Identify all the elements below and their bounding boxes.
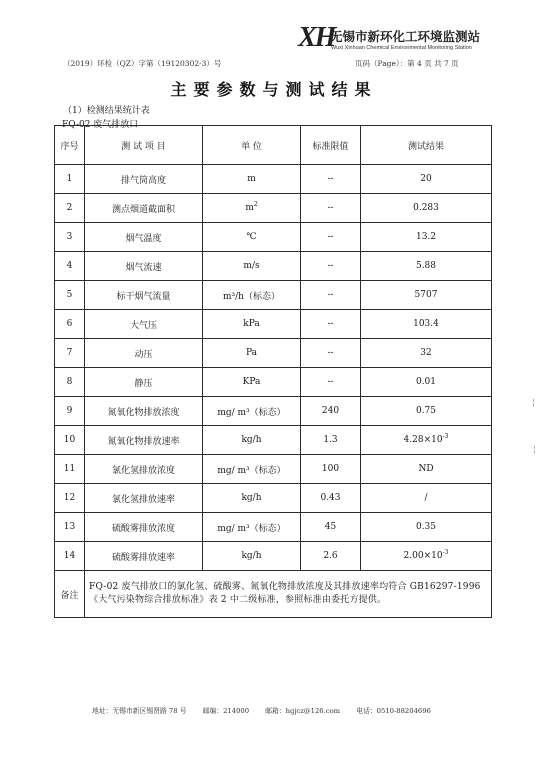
row-result	[361, 484, 492, 513]
page-indicator: 页码（Page）：第 4 页 共 7 页	[355, 59, 459, 68]
row-no-text: 5	[66, 290, 73, 300]
row-no	[55, 252, 85, 281]
row-no-text: 12	[63, 493, 76, 503]
row-result	[361, 368, 492, 397]
row-item-text: 烟气温度	[125, 233, 162, 244]
row-item	[85, 310, 203, 339]
row-unit	[203, 397, 301, 426]
row-unit-text: m/s	[243, 261, 260, 271]
row-unit-text: kPa	[243, 319, 260, 329]
org-name-cn: 无锡市新环化工环境监测站	[330, 29, 481, 44]
row-limit-text: --	[327, 261, 334, 271]
table-header-row	[55, 126, 492, 165]
table-row	[55, 165, 492, 194]
footer-email: 邮箱：hgjcz@126.com	[265, 707, 341, 715]
header-item: 测 试 项 目	[85, 126, 203, 165]
row-item-text: 氮氧化物排放速率	[107, 436, 180, 447]
row-unit-text: m³/h（标态）	[223, 291, 280, 302]
row-item	[85, 542, 203, 571]
row-limit	[301, 310, 361, 339]
row-no-text: 14	[63, 551, 76, 561]
header-unit: 单 位	[203, 126, 301, 165]
row-no	[55, 194, 85, 223]
table-row	[55, 455, 492, 484]
results-table	[54, 125, 492, 618]
row-result-superscript: -3	[442, 433, 449, 440]
row-result-text: 4.28×10	[403, 435, 443, 445]
row-unit-text: Pa	[245, 348, 258, 358]
row-item	[85, 513, 203, 542]
row-limit	[301, 513, 361, 542]
row-item	[85, 165, 203, 194]
row-unit-text: mg/ m³（标态）	[217, 407, 286, 418]
row-item	[85, 368, 203, 397]
row-no	[55, 484, 85, 513]
row-item-text: 大气压	[129, 320, 157, 331]
row-no-text: 2	[66, 203, 73, 213]
row-item	[85, 455, 203, 484]
row-limit-text: --	[327, 232, 334, 242]
row-item-text: 氮氧化物排放浓度	[107, 407, 180, 418]
row-item	[85, 252, 203, 281]
row-item-text: 静压	[134, 378, 153, 389]
row-item-text: 测点烟道截面积	[111, 204, 175, 215]
row-no-text: 8	[66, 377, 73, 387]
table-row	[55, 281, 492, 310]
row-unit-text: ℃	[246, 232, 257, 242]
footer-postcode: 邮编：214000	[202, 707, 250, 715]
row-limit	[301, 455, 361, 484]
table-row	[55, 397, 492, 426]
row-item-text: 硫酸雾排放速率	[111, 552, 175, 563]
row-limit	[301, 397, 361, 426]
row-no	[55, 426, 85, 455]
scan-edge-mark: ¦	[532, 398, 536, 408]
row-unit	[203, 426, 301, 455]
row-unit	[203, 281, 301, 310]
row-result	[361, 223, 492, 252]
row-unit	[203, 310, 301, 339]
row-no-text: 7	[66, 348, 73, 358]
row-result	[361, 252, 492, 281]
row-result	[361, 194, 492, 223]
row-no-text: 3	[66, 232, 73, 242]
row-item	[85, 397, 203, 426]
table-row	[55, 426, 492, 455]
row-unit-text: kg/h	[241, 551, 262, 561]
row-limit	[301, 165, 361, 194]
table-row	[55, 252, 492, 281]
row-result	[361, 281, 492, 310]
row-result-text: 0.01	[415, 377, 437, 387]
row-result-text: 20	[420, 174, 432, 184]
row-item-text: 氯化氢排放速率	[111, 494, 175, 505]
row-limit-text: 1.3	[323, 435, 338, 445]
remark-text: FQ-02 废气排放口的氯化氢、硫酸雾、氮氧化物排放浓度及其排放速率均符合 GB16297-1996《大气污染物综合排放标准》表 2 中二级标准，参照标准由委托方提供。	[85, 571, 492, 618]
row-item	[85, 339, 203, 368]
row-no	[55, 339, 85, 368]
row-no-text: 10	[63, 435, 76, 445]
table-row	[55, 223, 492, 252]
section-heading: （1）检测结果统计表	[63, 106, 150, 116]
row-result-superscript: -3	[442, 549, 449, 556]
row-unit	[203, 339, 301, 368]
row-no	[55, 223, 85, 252]
row-no	[55, 310, 85, 339]
row-limit-text: 100	[321, 464, 340, 474]
row-result	[361, 310, 492, 339]
row-no-text: 11	[63, 464, 76, 474]
outlet-label: FQ-02 废气排放口	[62, 120, 139, 130]
row-item-text: 硫酸雾排放浓度	[111, 523, 175, 534]
row-unit-text: kg/h	[241, 493, 262, 503]
table-body	[55, 165, 492, 571]
row-limit	[301, 368, 361, 397]
row-unit-text: KPa	[242, 377, 261, 387]
row-item-text: 氯化氢排放浓度	[111, 465, 175, 476]
row-limit-text: 2.6	[323, 551, 338, 561]
row-unit	[203, 455, 301, 484]
row-item	[85, 223, 203, 252]
row-limit	[301, 542, 361, 571]
row-no	[55, 397, 85, 426]
row-result	[361, 397, 492, 426]
row-result-text: 5.88	[415, 261, 437, 271]
header-limit: 标准限值	[301, 126, 361, 165]
row-unit	[203, 542, 301, 571]
row-limit-text: --	[327, 290, 334, 300]
row-item	[85, 484, 203, 513]
row-unit	[203, 513, 301, 542]
row-no-text: 6	[66, 319, 73, 329]
row-no-text: 1	[66, 174, 73, 184]
row-result-text: 0.283	[413, 203, 439, 213]
row-unit	[203, 223, 301, 252]
row-unit	[203, 194, 301, 223]
row-unit	[203, 165, 301, 194]
remark-label: 备注	[55, 571, 85, 618]
table-row	[55, 194, 492, 223]
row-result-text: 5707	[414, 290, 438, 300]
row-no	[55, 368, 85, 397]
row-no	[55, 542, 85, 571]
row-limit	[301, 426, 361, 455]
row-no-text: 4	[66, 261, 73, 271]
row-result	[361, 455, 492, 484]
row-result	[361, 513, 492, 542]
row-item-text: 标干烟气流量	[116, 291, 171, 302]
row-unit-text: mg/ m³（标态）	[217, 523, 286, 534]
row-result-text: ND	[418, 464, 434, 474]
row-unit-text: m	[245, 203, 254, 213]
row-limit-text: --	[327, 174, 334, 184]
document-number: （2019）环检（QZ）字第（19120302-3）号	[63, 59, 222, 68]
footer-address: 地址：无锡市新区锡贤路 78 号	[92, 707, 187, 715]
row-result	[361, 165, 492, 194]
row-limit	[301, 194, 361, 223]
row-no	[55, 281, 85, 310]
table-row	[55, 513, 492, 542]
row-item-text: 排气筒高度	[120, 175, 166, 186]
row-no-text: 13	[63, 522, 76, 532]
row-limit-text: --	[327, 203, 334, 213]
row-result-text: 0.75	[415, 406, 437, 416]
row-limit-text: 0.43	[320, 493, 341, 503]
header-result: 测试结果	[361, 126, 492, 165]
row-unit	[203, 484, 301, 513]
row-limit	[301, 252, 361, 281]
row-no	[55, 455, 85, 484]
table-row	[55, 484, 492, 513]
header-no: 序号	[55, 126, 85, 165]
table-row	[55, 339, 492, 368]
scan-edge-mark: ¦	[533, 445, 537, 455]
row-result-text: 103.4	[413, 319, 439, 329]
table-row	[55, 368, 492, 397]
row-unit-text: kg/h	[241, 435, 262, 445]
row-result-text: 2.00×10	[403, 551, 443, 561]
row-limit	[301, 484, 361, 513]
row-limit-text: --	[327, 377, 334, 387]
row-result	[361, 426, 492, 455]
row-limit-text: 240	[321, 406, 340, 416]
row-result-text: 32	[420, 348, 432, 358]
row-item	[85, 426, 203, 455]
table-row	[55, 542, 492, 571]
row-limit	[301, 223, 361, 252]
row-result	[361, 339, 492, 368]
row-unit-text: m	[247, 174, 256, 184]
row-limit-text: --	[327, 319, 334, 329]
row-limit-text: 45	[324, 522, 337, 532]
row-no	[55, 165, 85, 194]
row-result-text: /	[424, 493, 428, 503]
row-unit	[203, 368, 301, 397]
footer-contact	[92, 705, 445, 715]
remark-row	[55, 571, 492, 618]
row-item-text: 动压	[134, 349, 153, 360]
row-no-text: 9	[66, 406, 73, 416]
row-item	[85, 281, 203, 310]
row-unit-superscript: 2	[253, 201, 258, 208]
row-result-text: 13.2	[415, 232, 437, 242]
row-unit	[203, 252, 301, 281]
page-title: 主要参数与测试结果	[170, 80, 378, 99]
org-name-en: Wuxi Xinhuan Chemical Environmental Monitoring Station	[331, 45, 472, 51]
row-unit-text: mg/ m³（标态）	[217, 465, 286, 476]
row-item	[85, 194, 203, 223]
table-row	[55, 310, 492, 339]
station-logo-icon: XH	[298, 22, 335, 53]
row-result	[361, 542, 492, 571]
row-limit	[301, 339, 361, 368]
row-limit-text: --	[327, 348, 334, 358]
row-no	[55, 513, 85, 542]
footer-phone: 电话：0510-88204696	[356, 707, 431, 715]
row-result-text: 0.35	[415, 522, 437, 532]
row-item-text: 烟气流速	[125, 262, 162, 273]
row-limit	[301, 281, 361, 310]
